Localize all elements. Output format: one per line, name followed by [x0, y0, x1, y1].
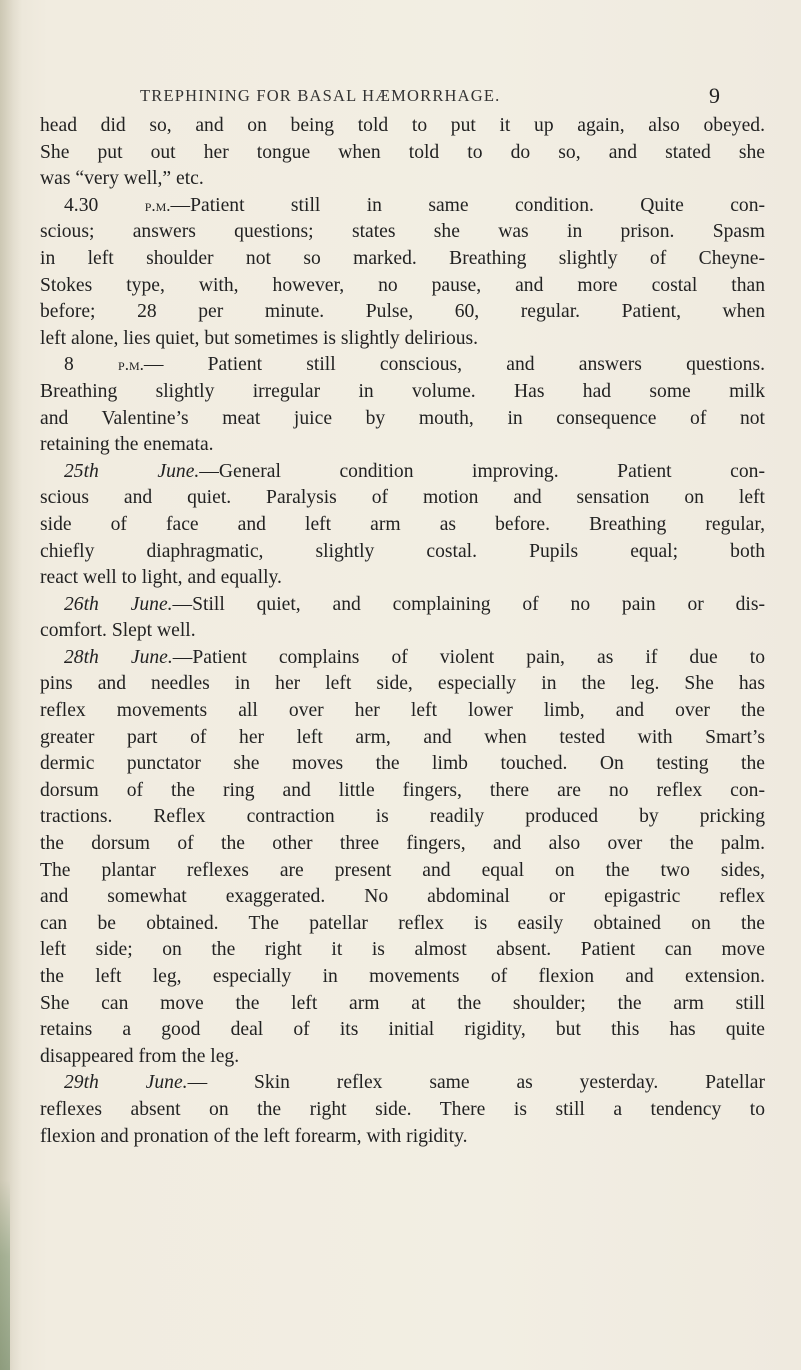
text-line: [40, 751, 765, 778]
line-text: —Patient still in same condition. Quite con-: [170, 194, 766, 216]
entry-date: 25th June.: [64, 460, 200, 482]
text-line: [40, 299, 765, 326]
page-number: 9: [709, 83, 720, 108]
text-line: [40, 193, 765, 220]
text-line: [40, 1097, 765, 1124]
entry-date: 29th June.: [64, 1072, 188, 1094]
text-line: [40, 539, 765, 566]
line-text: retaining the enemata.: [40, 434, 214, 456]
line-text: retains a good deal of its initial rigidity, but this has quite: [40, 1019, 765, 1041]
text-line: [40, 166, 765, 193]
line-text: scious and quiet. Paralysis of motion and sensation on left: [40, 487, 765, 509]
entry-time: 4.30: [64, 194, 145, 216]
running-head: [140, 83, 720, 112]
text-line: [40, 485, 765, 512]
text-line: [40, 406, 765, 433]
text-line: [40, 645, 765, 672]
line-text: and Valentine’s meat juice by mouth, in consequence of not: [40, 407, 765, 429]
text-line: [40, 911, 765, 938]
entry-time: 8: [64, 354, 119, 376]
line-text: the dorsum of the other three fingers, and also over the palm.: [40, 833, 765, 855]
line-text: head did so, and on being told to put it up again, also obeyed.: [40, 115, 765, 136]
line-text: greater part of her left arm, and when tested with Smart’s: [40, 726, 765, 748]
text-line: [40, 1070, 765, 1097]
text-line: [40, 379, 765, 406]
line-text: before; 28 per minute. Pulse, 60, regular. Patient, when: [40, 301, 765, 323]
line-text: flexion and pronation of the left forearm, with rigidity.: [40, 1125, 468, 1147]
text-line: [40, 858, 765, 885]
text-line: [40, 565, 765, 592]
line-text: comfort. Slept well.: [40, 620, 196, 642]
text-line: [40, 113, 765, 140]
binding-shadow: [0, 0, 22, 1370]
entry-time-suffix: p.m.: [118, 355, 144, 375]
entry-date: 28th June.: [64, 646, 173, 668]
text-line: [40, 804, 765, 831]
line-text: dermic punctator she moves the limb touched. On testing the: [40, 753, 765, 775]
text-line: [40, 671, 765, 698]
line-text: react well to light, and equally.: [40, 567, 282, 589]
line-text: — Skin reflex same as yesterday. Patellar: [187, 1072, 765, 1094]
line-text: — Patient still conscious, and answers questions.: [143, 354, 765, 376]
text-line: [40, 432, 765, 459]
text-line: [40, 273, 765, 300]
line-text: —General condition improving. Patient con-: [199, 460, 765, 482]
text-line: [40, 884, 765, 911]
text-line: [40, 698, 765, 725]
line-text: —Patient complains of violent pain, as if due to: [172, 646, 765, 668]
entry-time-suffix: p.m.: [144, 195, 171, 215]
line-text: chiefly diaphragmatic, slightly costal. Pupils equal; both: [40, 540, 765, 562]
entry-date: 26th June.: [64, 593, 173, 615]
line-text: reflexes absent on the right side. There is still a tendency to: [40, 1098, 765, 1120]
line-text: —Still quiet, and complaining of no pain or dis-: [172, 593, 765, 615]
line-text: dorsum of the ring and little fingers, there are no reflex con-: [40, 779, 765, 801]
running-title: TREPHINING FOR BASAL HÆMORRHAGE.: [140, 86, 501, 105]
line-text: the left leg, especially in movements of flexion and extension.: [40, 966, 765, 987]
text-line: [40, 246, 765, 273]
line-text: reflex movements all over her left lower limb, and over the: [40, 700, 765, 722]
line-text: scious; answers questions; states she was in prison. Spasm: [40, 221, 765, 243]
line-text: Breathing slightly irregular in volume. Has had some milk: [40, 380, 765, 402]
line-text: side of face and left arm as before. Breathing regular,: [40, 513, 765, 535]
text-line: [40, 991, 765, 1018]
binding-edge-stain: [0, 1180, 10, 1370]
line-text: left alone, lies quiet, but sometimes is slightly delirious.: [40, 327, 479, 349]
line-text: can be obtained. The patellar reflex is easily obtained on the: [40, 912, 765, 934]
text-line: [40, 725, 765, 752]
text-line: [40, 140, 765, 167]
line-text: pins and needles in her left side, especially in the leg. She has: [40, 673, 765, 695]
line-text: in left shoulder not so marked. Breathing slightly of Cheyne-: [40, 247, 765, 269]
line-text: The plantar reflexes are present and equal on the two sides,: [40, 859, 765, 881]
line-text: She put out her tongue when told to do so, and stated she: [40, 141, 765, 163]
line-text: Stokes type, with, however, no pause, and more costal than: [40, 274, 765, 296]
text-line: [40, 459, 765, 486]
text-line: [40, 326, 765, 353]
text-line: [40, 1044, 765, 1071]
text-line: [40, 831, 765, 858]
text-line: [40, 778, 765, 805]
text-line: [40, 592, 765, 619]
line-text: disappeared from the leg.: [40, 1045, 240, 1067]
text-line: [40, 1017, 765, 1044]
line-text: was “very well,” etc.: [40, 168, 204, 190]
line-text: She can move the left arm at the shoulder; the arm still: [40, 992, 765, 1014]
text-line: [40, 219, 765, 246]
line-text: and somewhat exaggerated. No abdominal or epigastric reflex: [40, 886, 765, 908]
text-line: [40, 964, 765, 991]
text-line: [40, 618, 765, 645]
text-line: [40, 937, 765, 964]
line-text: left side; on the right it is almost absent. Patient can move: [40, 939, 765, 961]
text-line: [40, 512, 765, 539]
body-text: [40, 113, 765, 1150]
line-text: tractions. Reflex contraction is readily produced by pricking: [40, 806, 765, 828]
text-line: [40, 352, 765, 379]
text-line: [40, 1124, 765, 1151]
